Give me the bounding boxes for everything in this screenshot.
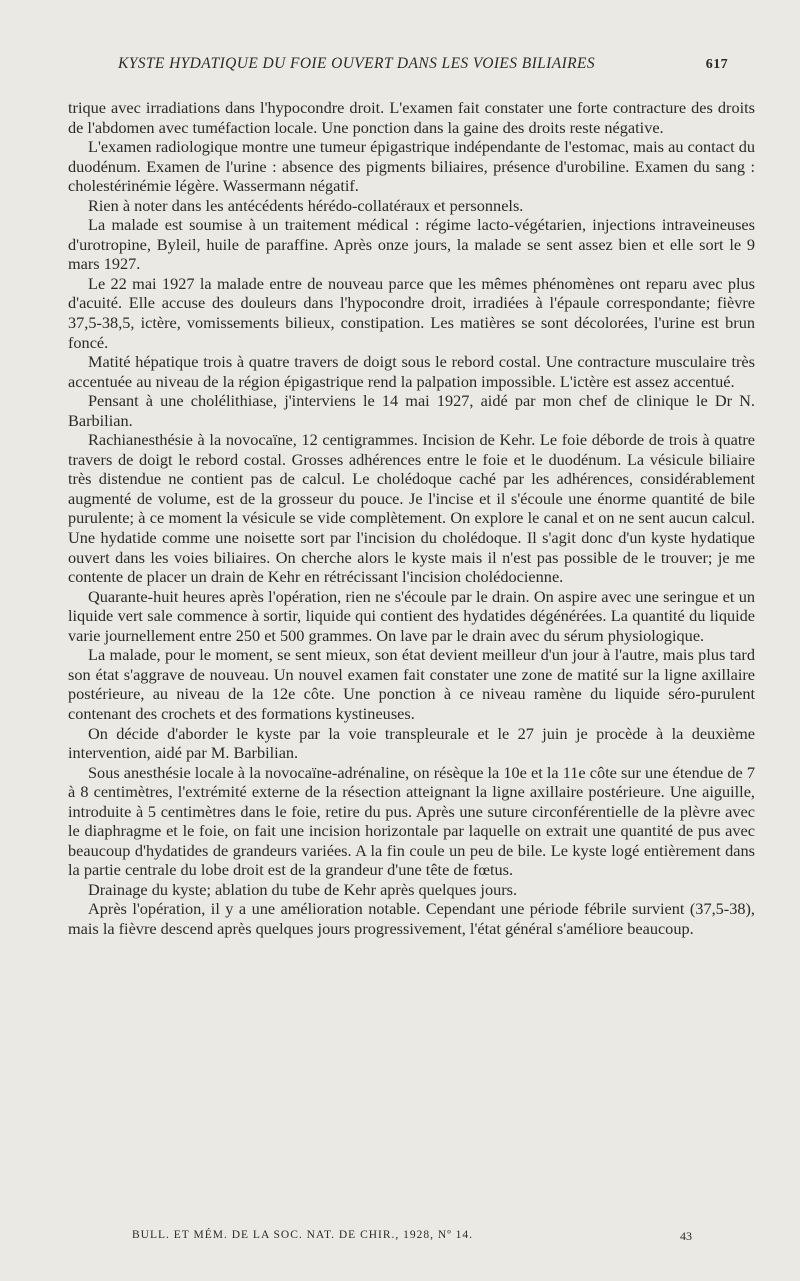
article-body [68,98,755,939]
paragraph: trique avec irradiations dans l'hypocondre droit. L'examen fait constater une forte contracture des droits de l'abdomen avec tuméfaction locale. Une ponction dans la gaine des droits reste négative. [68,98,755,137]
running-title: KYSTE HYDATIQUE DU FOIE OUVERT DANS LES VOIES BILIAIRES [118,55,596,72]
page-footer [132,1229,692,1244]
paragraph: Sous anesthésie locale à la novocaïne-adrénaline, on résèque la 10e et la 11e côte sur une étendue de 7 à 8 centimètres, l'extrémité externe de la résection atteignant la ligne axillaire postérieure. Une aiguille, introduite à 5 centimètres dans le foie, retire du pus. Après une suture circonférentielle de la plèvre avec le diaphragme et le foie, on fait une incision horizontale par laquelle on extrait une quantité de pus avec beaucoup d'hydatides de grandeurs variées. A la fin coule un peu de bile. Le kyste logé entièrement dans la partie centrale du lobe droit est de la grandeur d'une tête de fœtus. [68,762,755,880]
paragraph: Rachianesthésie à la novocaïne, 12 centigrammes. Incision de Kehr. Le foie déborde de trois à quatre travers de doigt le rebord costal. Grosses adhérences entre le foie et le duodénum. La vésicule biliaire très distendue ne contient pas de calcul. Le cholédoque caché par les adhérences, considérablement augmenté de volume, est de la grosseur du pouce. Je l'incise et il s'écoule une énorme quantité de bile purulente; à ce moment la vésicule se vide complètement. On explore le canal et on ne sent aucun calcul. Une hydatide comme une noisette sort par l'incision du cholédoque. Il s'agit donc d'un kyste hydatique ouvert dans les voies biliaires. On cherche alors le kyste mais il n'est pas possible de le trouver; je me contente de placer un drain de Kehr en rétrécissant l'incision cholédocienne. [68,430,755,587]
paragraph: Drainage du kyste; ablation du tube de Kehr après quelques jours. [88,879,518,899]
paragraph: La malade, pour le moment, se sent mieux, son état devient meilleur d'un jour à l'autre, mais plus tard son état s'aggrave de nouveau. Un nouvel examen fait constater une zone de matité sur la ligne axillaire postérieure, au niveau de la 12e côte. Une ponction à ce niveau ramène du liquide séro-purulent contenant des crochets et des formations kystineuses. [68,645,755,723]
paragraph: Après l'opération, il y a une amélioration notable. Cependant une période fébrile survient (37,5-38), mais la fièvre descend après quelques jours progressivement, l'état général s'améliore beaucoup. [68,899,755,938]
page-header [118,55,728,73]
page-number: 617 [705,57,728,72]
paragraph: Rien à noter dans les antécédents hérédo-collatéraux et personnels. [88,195,524,215]
journal-citation: BULL. ET MÉM. DE LA SOC. NAT. DE CHIR., 1928, Nº 14. [132,1229,474,1241]
paragraph: L'examen radiologique montre une tumeur épigastrique indépendante de l'estomac, mais au contact du duodénum. Examen de l'urine : absence des pigments biliaires, présence d'urobiline. Examen du sang : cholestérinémie légère. Wassermann négatif. [68,137,755,196]
signature-mark: 43 [680,1229,692,1243]
paragraph: La malade est soumise à un traitement médical : régime lacto-végétarien, injections intraveineuses d'urotropine, Byleil, huile de paraffine. Après onze jours, la malade se sent assez bien et elle sort le 9 mars 1927. [68,215,755,274]
paragraph: On décide d'aborder le kyste par la voie transpleurale et le 27 juin je procède à la deuxième intervention, aidé par M. Barbilian. [68,723,755,763]
paragraph: Matité hépatique trois à quatre travers de doigt sous le rebord costal. Une contracture musculaire très accentuée au niveau de la région épigastrique rend la palpation impossible. L'ictère est assez accentué. [68,352,755,391]
paragraph: Le 22 mai 1927 la malade entre de nouveau parce que les mêmes phénomènes ont reparu avec plus d'acuité. Elle accuse des douleurs dans l'hypocondre droit, irradiées à l'épaule correspondante; fièvre 37,5-38,5, ictère, vomissements bilieux, constipation. Les matières se sont décolorées, l'urine est brun foncé. [68,273,755,352]
paragraph: Pensant à une cholélithiase, j'interviens le 14 mai 1927, aidé par mon chef de clinique le Dr N. Barbilian. [68,391,755,430]
paragraph: Quarante-huit heures après l'opération, rien ne s'écoule par le drain. On aspire avec une seringue et un liquide vert sale commence à sortir, liquide qui contient des hydatides dégénérées. La quantité du liquide varie journellement entre 250 et 500 grammes. On lave par le drain avec du sérum physiologique. [68,586,755,645]
